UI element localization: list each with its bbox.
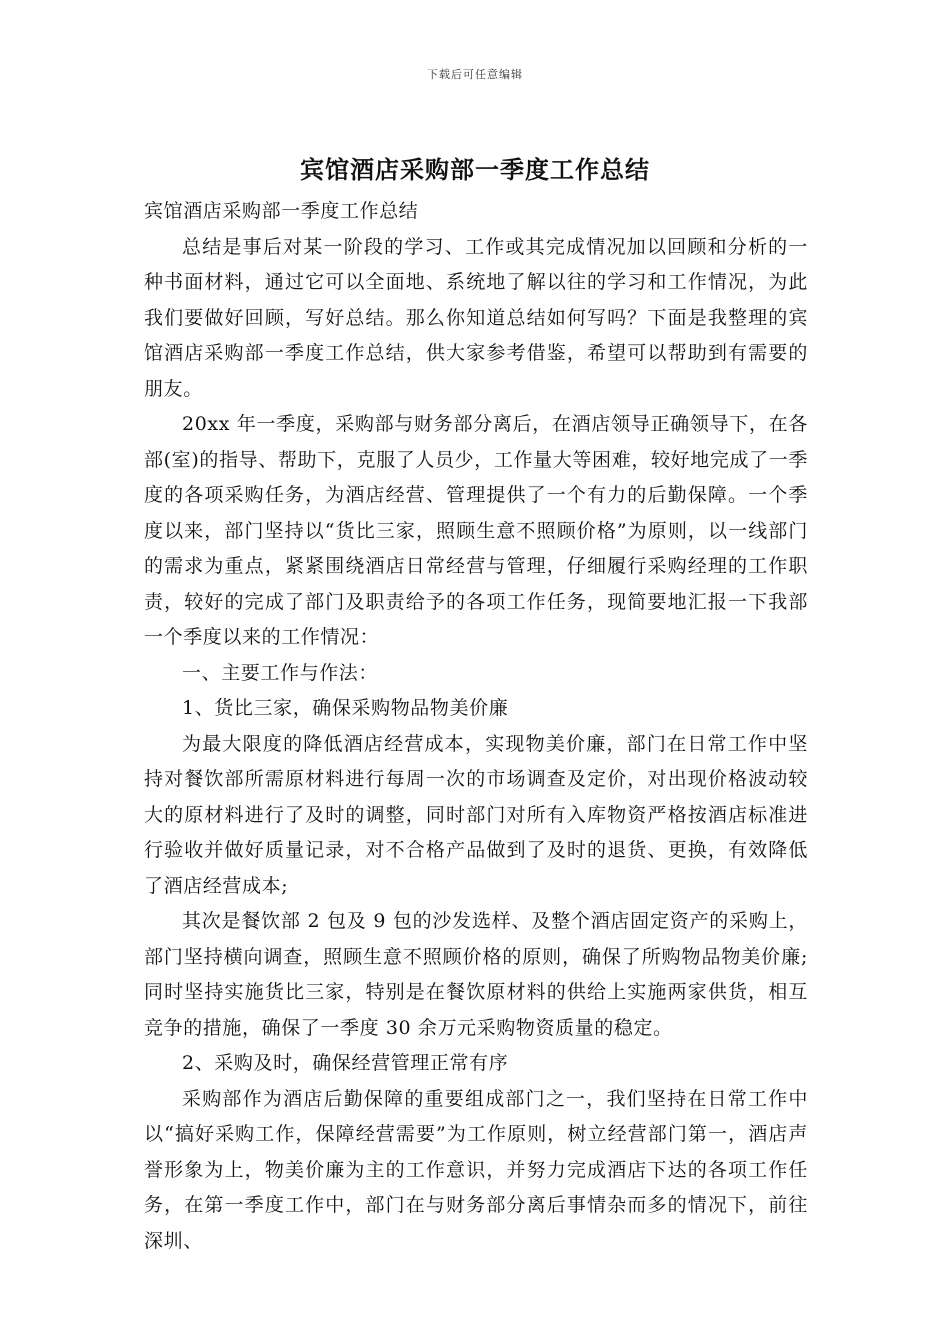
section-heading: 一、主要工作与作法： [182, 661, 379, 684]
document-title: 宾馆酒店采购部一季度工作总结 [300, 155, 650, 184]
subsection-heading: 2、采购及时，确保经营管理正常有序 [182, 1052, 509, 1074]
body-paragraph: 采购部作为酒店后勤保障的重要组成部门之一，我们坚持在日常工作中以“搞好采购工作，保障经营需要”为工作原则，树立经营部门第一，酒店声誉形象为上，物美价廉为主的工作意识，并努力完成酒店下达的各项工作任务，在第一季度工作中，部门在与财务部分离后事情杂而多的情况下，前往深圳、 [144, 1087, 808, 1252]
subtitle-paragraph: 宾馆酒店采购部一季度工作总结 [144, 200, 419, 222]
subsection-heading: 1、货比三家，确保采购物品物美价廉 [182, 697, 509, 719]
body-paragraph: 为最大限度的降低酒店经营成本，实现物美价廉，部门在日常工作中坚持对餐饮部所需原材料进行每周一次的市场调查及定价，对出现价格波动较大的原材料进行了及时的调整，同时部门对所有入库物资严格按酒店标准进行验收并做好质量记录，对不合格产品做到了及时的退货、更换，有效降低了酒店经营成本; [144, 732, 808, 897]
document-body [144, 194, 808, 1259]
header-note: 下载后可任意编辑 [427, 68, 523, 81]
body-paragraph: 其次是餐饮部 2 包及 9 包的沙发选样、及整个酒店固定资产的采购上，部门坚持横向调查，照顾生意不照顾价格的原则，确保了所购物品物美价廉;同时坚持实施货比三家，特别是在餐饮原材料的供给上实施两家供货，相互竞争的措施，确保了一季度 30 余万元采购物资质量的稳定。 [144, 910, 808, 1039]
intro-paragraph: 总结是事后对某一阶段的学习、工作或其完成情况加以回顾和分析的一种书面材料，通过它可以全面地、系统地了解以往的学习和工作情况，为此我们要做好回顾，写好总结。那么你知道总结如何写吗？下面是我整理的宾馆酒店采购部一季度工作总结，供大家参考借鉴，希望可以帮助到有需要的朋友。 [144, 235, 808, 400]
overview-paragraph: 20xx 年一季度，采购部与财务部分离后，在酒店领导正确领导下，在各部(室)的指导、帮助下，克服了人员少，工作量大等困难，较好地完成了一季度的各项采购任务，为酒店经营、管理提供了一个有力的后勤保障。一个季度以来，部门坚持以“货比三家，照顾生意不照顾价格”为原则，以一线部门的需求为重点，紧紧围绕酒店日常经营与管理，仔细履行采购经理的工作职责，较好的完成了部门及职责给予的各项工作任务，现简要地汇报一下我部一个季度以来的工作情况： [144, 413, 808, 648]
